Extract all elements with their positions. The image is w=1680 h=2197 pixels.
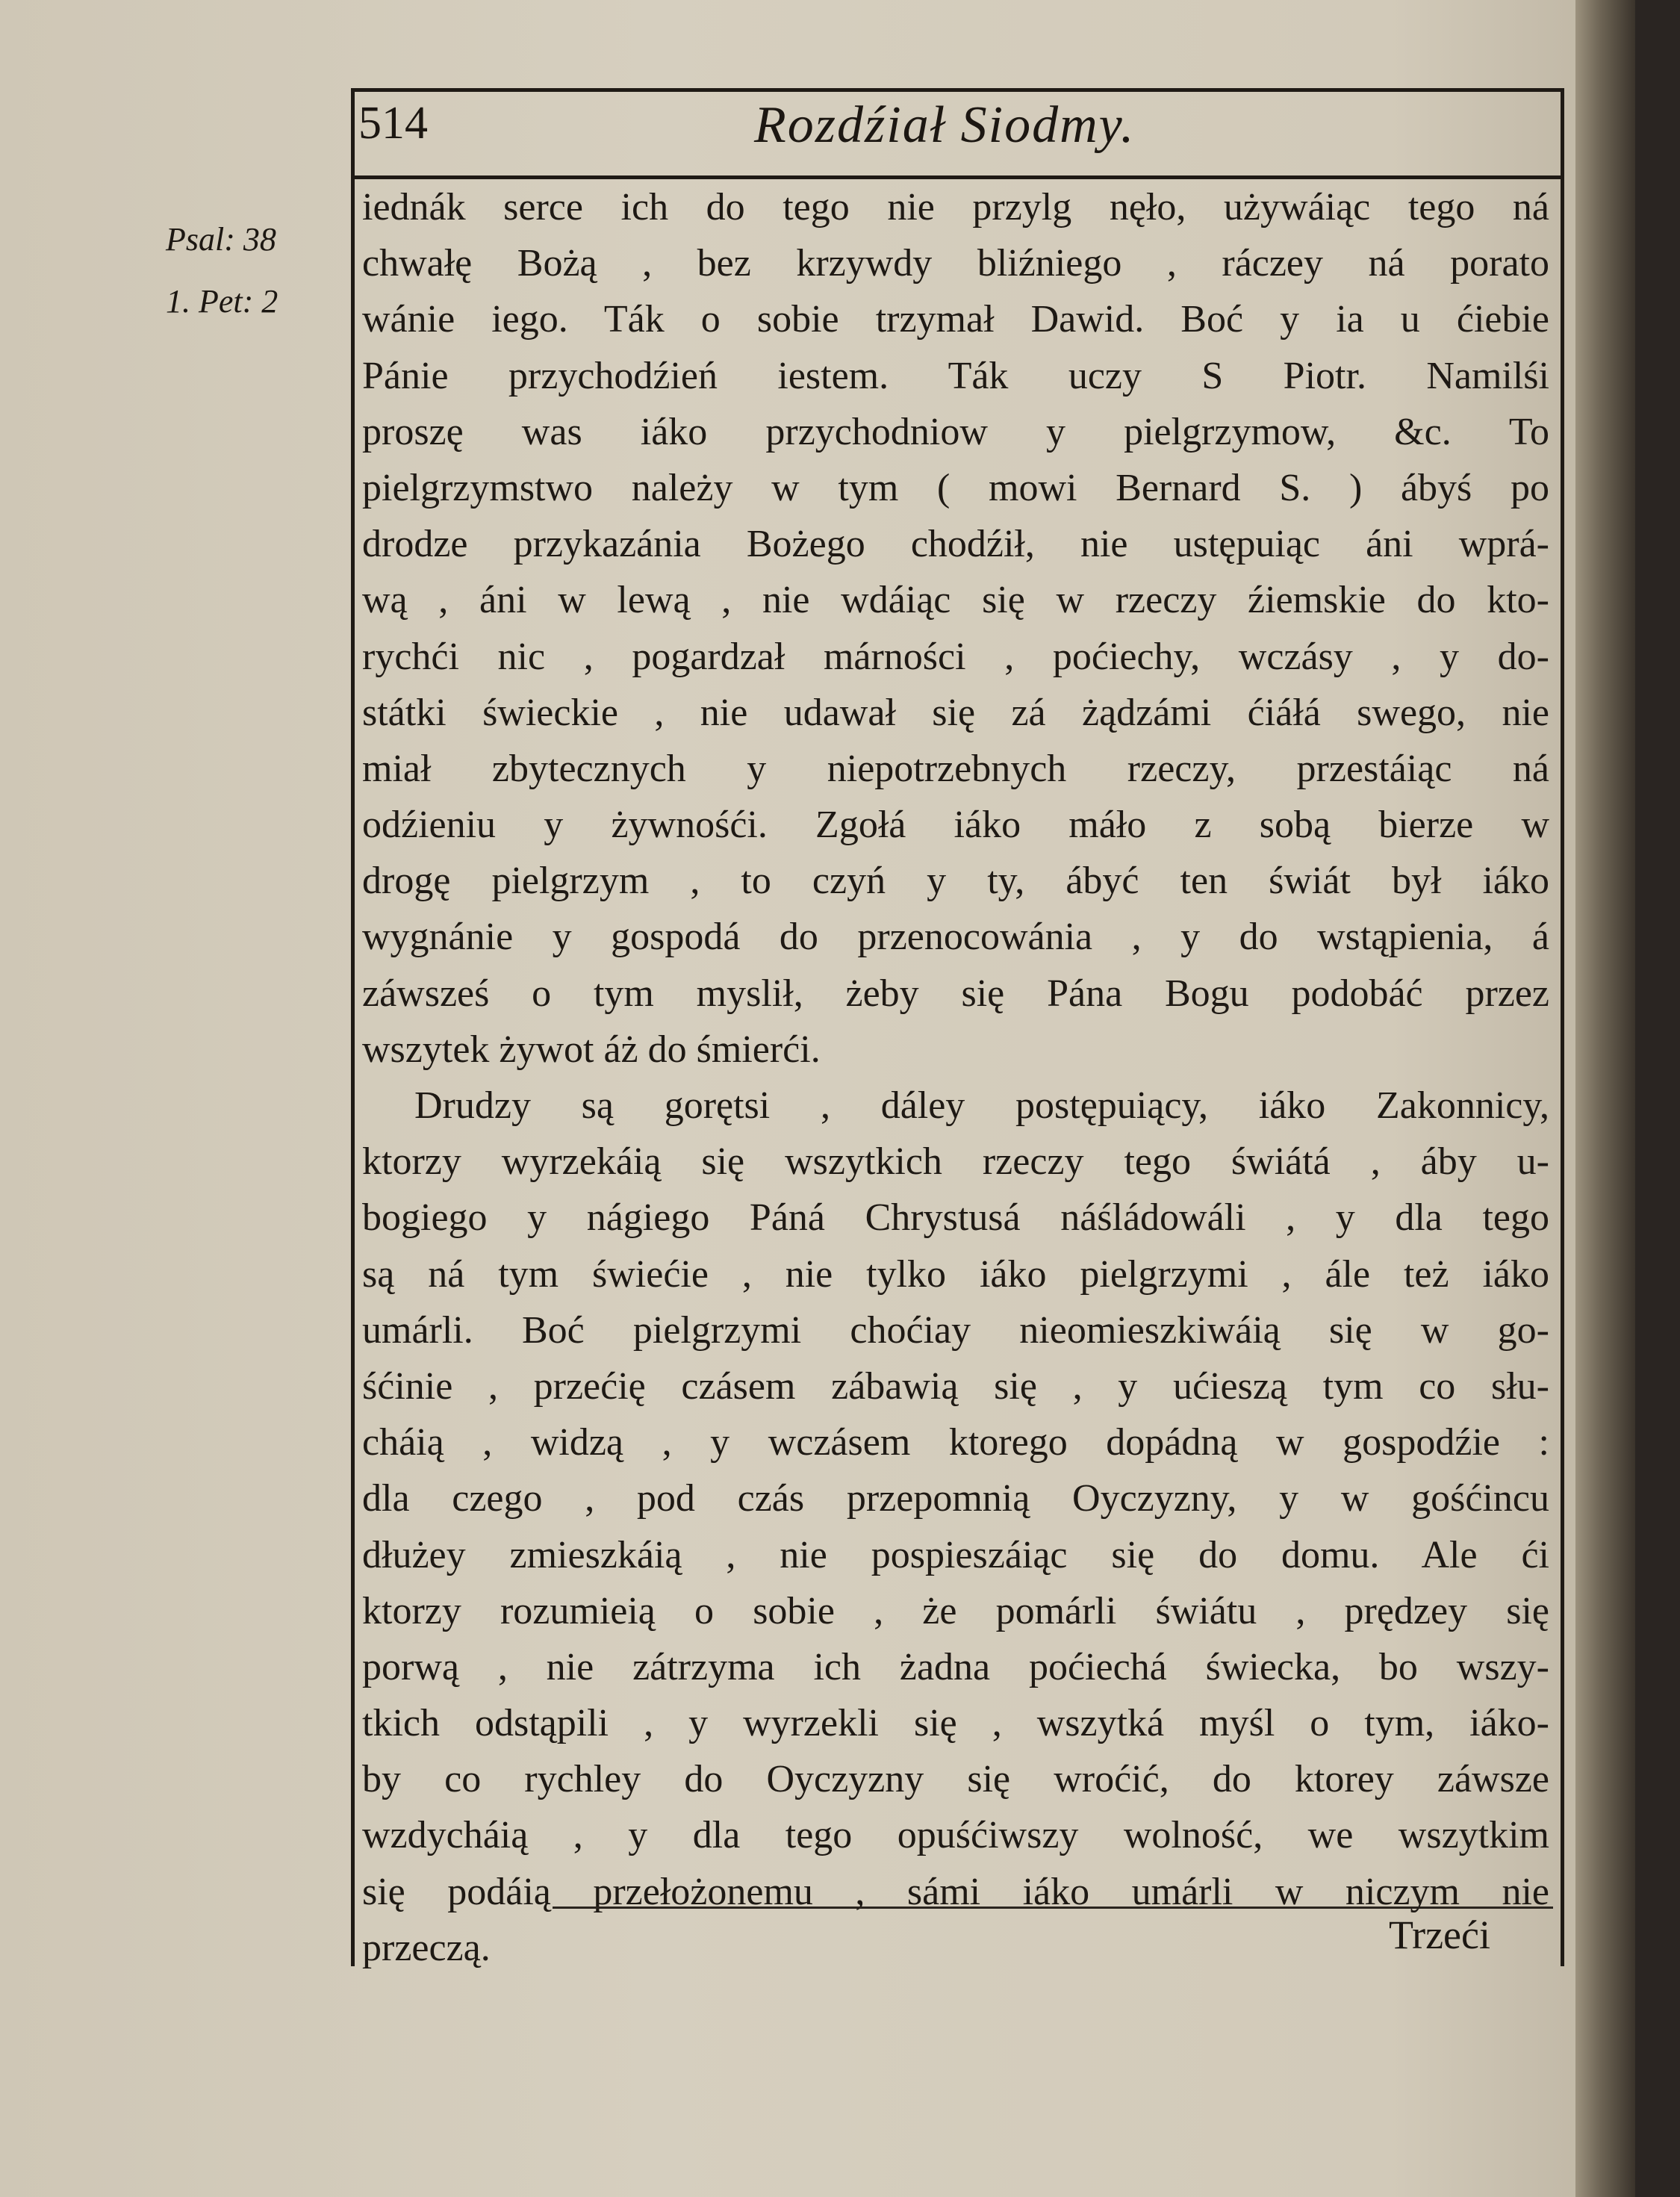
text-line: odźieniu y żywnośći. Zgołá iáko máło z sobą bierze w <box>362 804 1549 847</box>
text-line: dłużey zmieszkáią , nie pospieszáiąc się do domu. Ale ći <box>362 1533 1549 1576</box>
text-line: miał zbytecznych y niepotrzebnych rzeczy, przestáiąc ná <box>362 747 1549 790</box>
text-line: wą , áni w lewą , nie wdáiąc się w rzeczy źiemskie do kto- <box>362 579 1549 622</box>
text-line: ktorzy wyrzekáią się wszytkich rzeczy tego świátá , áby u- <box>362 1140 1549 1184</box>
text-line: bogiego y nágiego Páná Chrystusá náśládowáli , y dla tego <box>362 1196 1549 1240</box>
text-line: chwałę Bożą , bez krzywdy bliźniego , ráczey ná porato <box>362 242 1549 285</box>
text-line: Pánie przychodźień iestem. Ták uczy S Piotr. Namilśi <box>362 354 1549 397</box>
text-line: przeczą. <box>362 1926 491 1969</box>
page-header <box>351 90 1561 179</box>
text-line: záwsześ o tym myslił, żeby się Pána Bogu podobáć przez <box>362 972 1549 1015</box>
text-line: cháią , widzą , y wczásem ktorego dopádną w gospodźie : <box>362 1421 1549 1464</box>
text-line: ktorzy rozumieią o sobie , że pomárli świátu , prędzey się <box>362 1589 1549 1632</box>
text-line: pielgrzymstwo należy w tym ( mowi Bernard S. ) ábyś po <box>362 466 1549 509</box>
text-line: tkich odstąpili , y wyrzekli się , wszytká myśl o tym, iáko- <box>362 1702 1549 1745</box>
text-line: śćinie , przećię czásem zábawią się , y ućieszą tym co słu- <box>362 1364 1549 1408</box>
text-line: dla czego , pod czás przepomnią Oyczyzny, y w gośćincu <box>362 1477 1549 1520</box>
page-number: 514 <box>358 98 428 149</box>
text-line: rychći nic , pogardzał márności , poćiechy, wczásy , y do- <box>362 635 1549 678</box>
catchword-rule <box>553 1907 1553 1909</box>
text-line: są ná tym świećie , nie tylko iáko pielgrzymi , ále też iáko <box>362 1252 1549 1296</box>
text-line: wszytek żywot áż do śmierći. <box>362 1028 821 1071</box>
margin-note-psalm: Psal: 38 <box>166 221 276 258</box>
text-line: proszę was iáko przychodniow y pielgrzymow, &c. To <box>362 410 1549 453</box>
running-head: Rozdźiał Siodmy. <box>754 96 1136 154</box>
text-line: státki świeckie , nie udawał się zá żądzámi ćiáłá swego, nie <box>362 691 1549 734</box>
catchword: Trzeći <box>1389 1912 1490 1957</box>
text-line: Drudzy są gorętsi , dáley postępuiący, iáko Zakonnicy, <box>414 1084 1549 1127</box>
text-line: się podáią przełożonemu , sámi iáko umárli w niczym nie <box>362 1870 1549 1913</box>
page-edge <box>1575 0 1635 2197</box>
text-line: wygnánie y gospodá do przenocowánia , y do wstąpienia, á <box>362 916 1549 959</box>
margin-note-peter: 1. Pet: 2 <box>166 283 279 320</box>
text-line: by co rychley do Oyczyzny się wroćić, do ktorey záwsze <box>362 1758 1549 1801</box>
text-line: umárli. Boć pielgrzymi choćiay nieomieszkiwáią się w go- <box>362 1308 1549 1352</box>
text-line: porwą , nie zátrzyma ich żadna poćiechá świecka, bo wszy- <box>362 1645 1549 1688</box>
text-line: drogę pielgrzym , to czyń y ty, ábyć ten świát był iáko <box>362 860 1549 903</box>
text-line: wzdycháią , y dla tego opuśćiwszy wolność, we wszytkim <box>362 1814 1549 1857</box>
text-line: drodze przykazánia Bożego chodźił, nie ustępuiąc áni wprá- <box>362 523 1549 566</box>
text-line: iednák serce ich do tego nie przylg nęło, używáiąc tego ná <box>362 186 1549 229</box>
text-line: wánie iego. Ták o sobie trzymał Dawid. Boć y ia u ćiebie <box>362 298 1549 341</box>
body-text <box>362 179 1549 1976</box>
